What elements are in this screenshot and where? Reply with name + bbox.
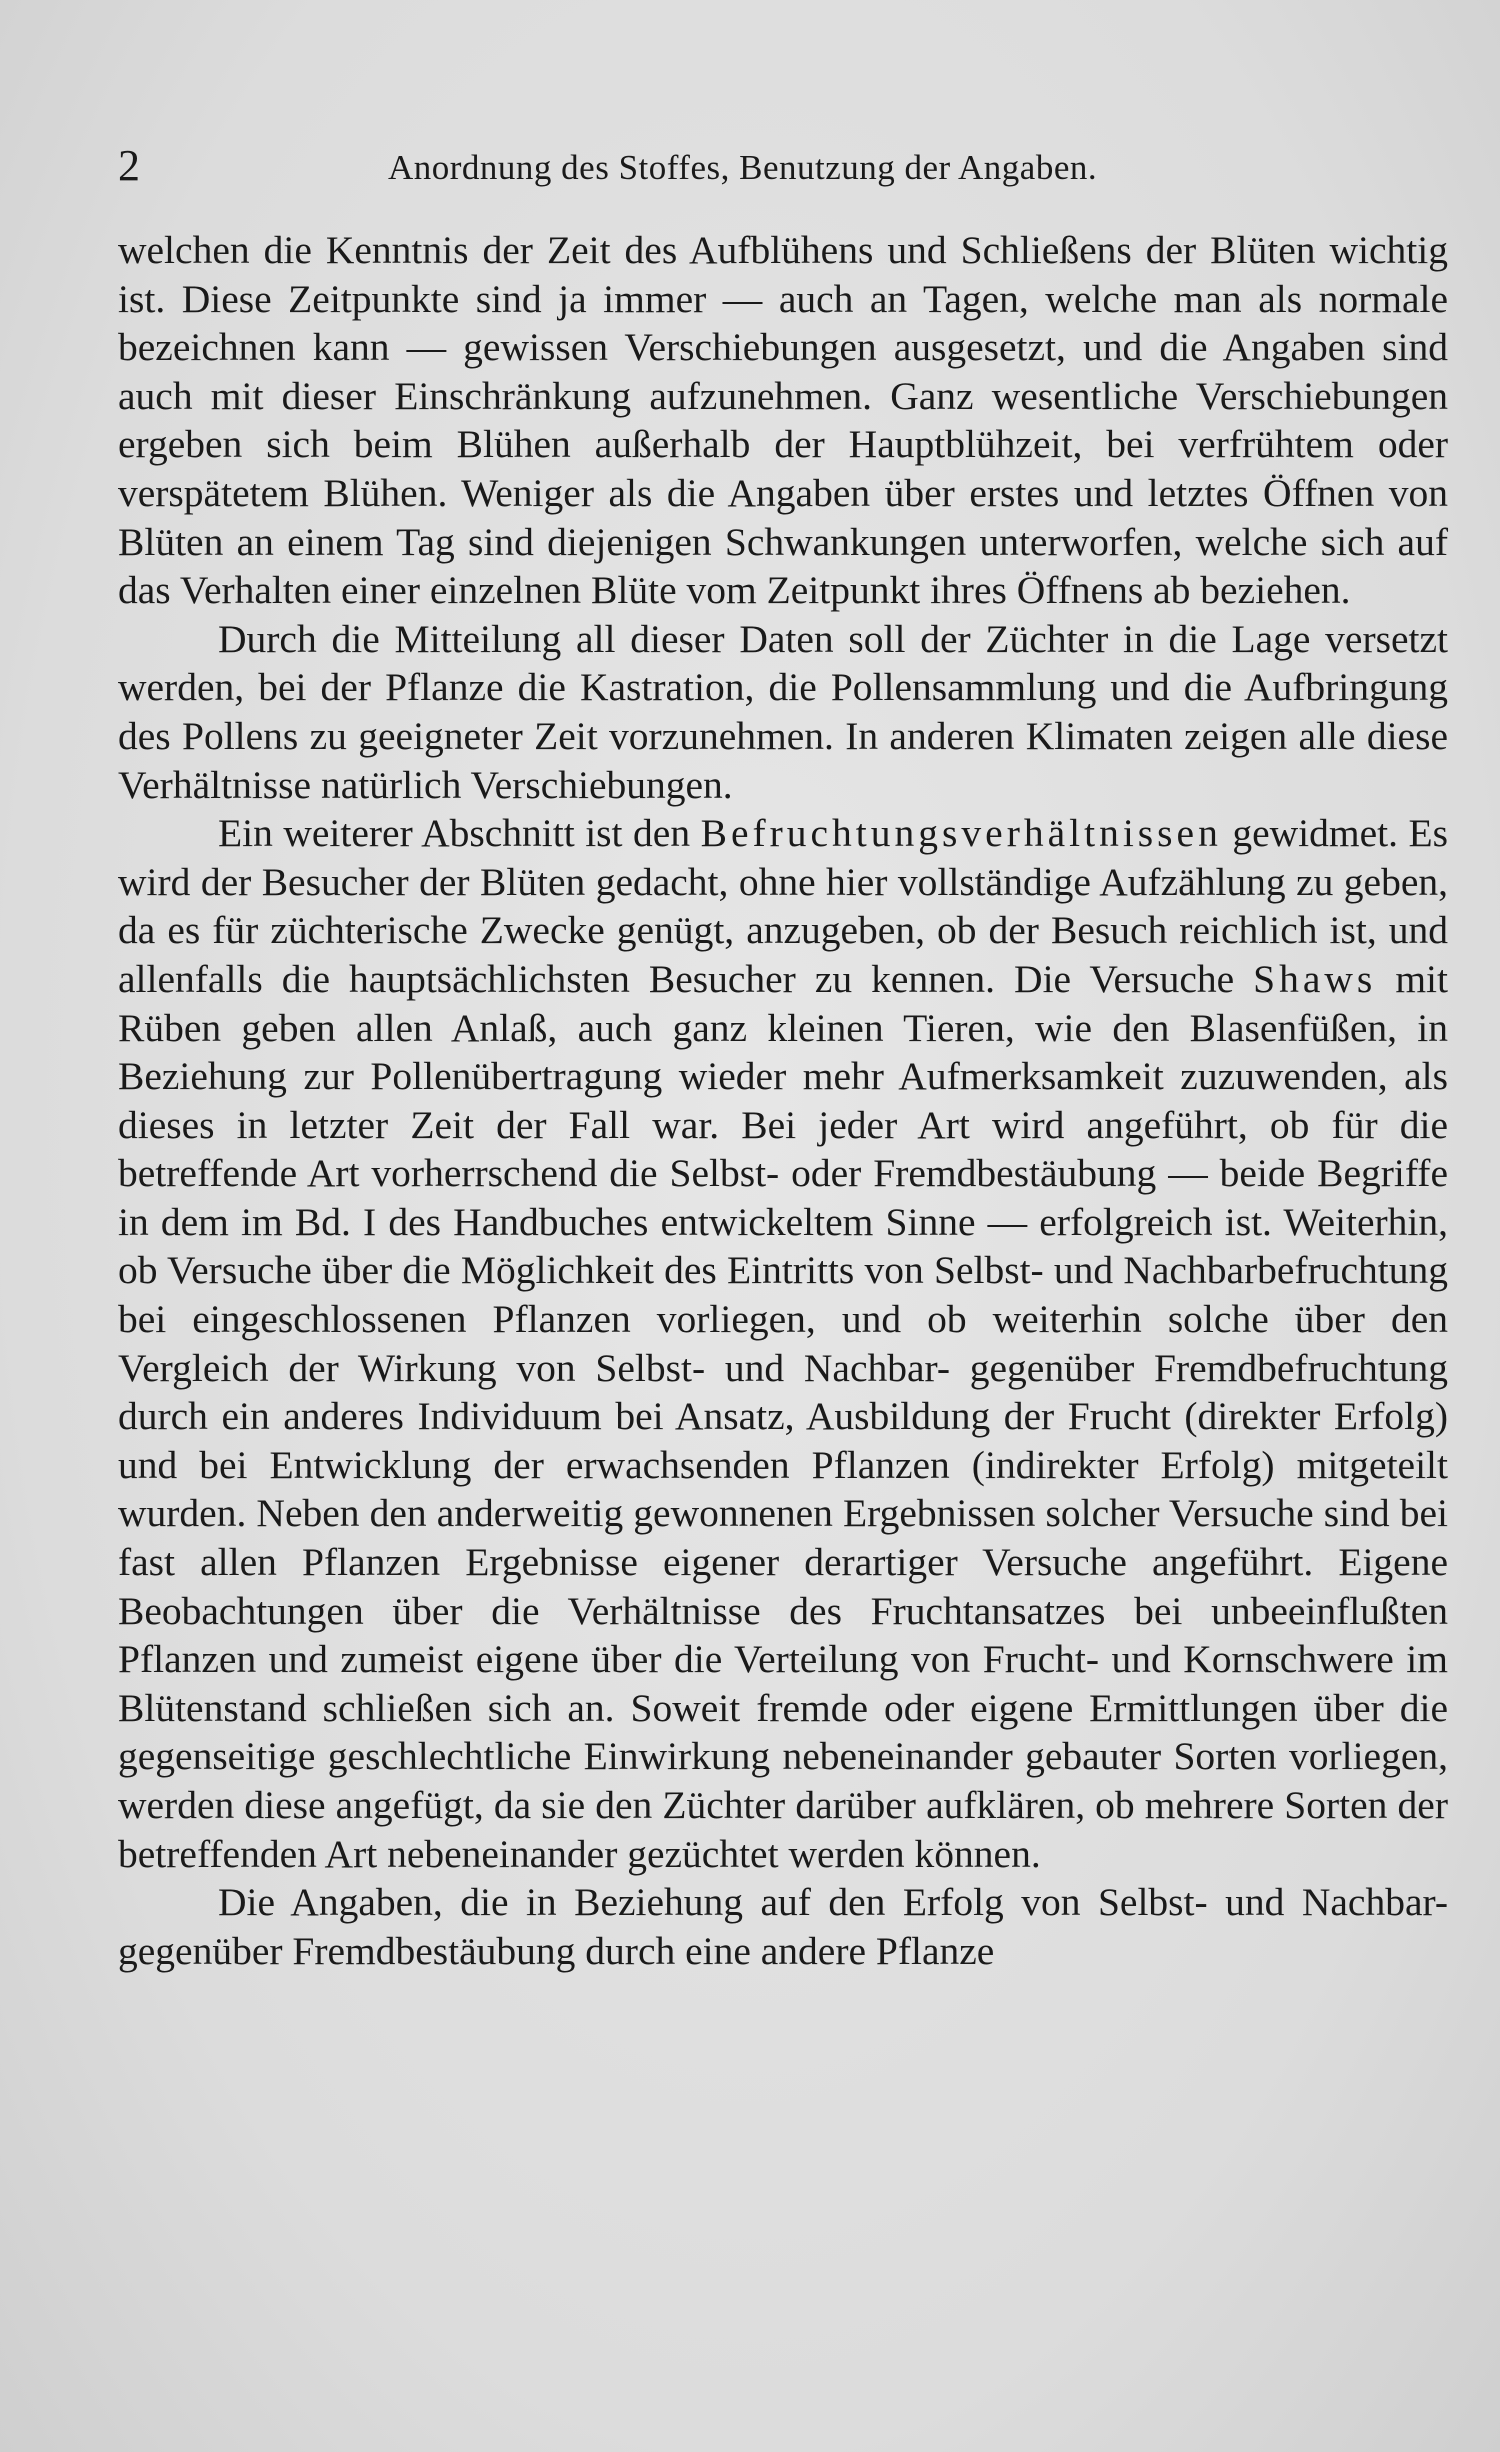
paragraph-selfing-results: Die Angaben, die in Beziehung auf den Erfolg von Selbst- und Nachbar- gegenüber Fremdbestäubung durch eine andere Pflanze <box>118 1880 1448 1973</box>
paragraph-fertilization-intro: Ein weiterer Abschnitt ist den <box>218 811 701 856</box>
paragraph-fertilization-middle: gewidmet. Es wird der Besucher der Blüten gedacht, ohne hier vollständige Aufzählung zu geben, da es für züchterische Zwecke genügt, anzugeben, ob der Besuch reichlich ist, und allenfalls die hauptsächlichsten Besucher zu kennen. Die Versuche <box>118 811 1448 1001</box>
emphasis-befruchtungsverhaeltnissen: Befruchtungsverhältnissen <box>700 811 1222 856</box>
running-header <box>118 136 1448 196</box>
paragraph-fertilization-rest: mit Rüben geben allen Anlaß, auch ganz kleinen Tieren, wie den Blasenfüßen, in Beziehung zur Pollenübertragung wieder mehr Aufmerksamkeit zuzuwenden, als dieses in letzter Zeit der Fall war. Bei jeder Art wird angeführt, ob für die betreffende Art vorherrschend die Selbst- oder Fremdbestäubung — beide Begriffe in dem im Bd. I des Handbuches entwickeltem Sinne — erfolgreich ist. Weiterhin, ob Versuche über die Möglichkeit des Eintritts von Selbst- und Nachbarbefruchtung bei eingeschlossenen Pflanzen vorliegen, und ob weiterhin solche über den Vergleich der Wirkung von Selbst- und Nachbar- gegenüber Fremdbefruchtung durch ein anderes Individuum bei Ansatz, Ausbildung der Frucht (direkter Erfolg) und bei Entwicklung der erwachsenden Pflanzen (indirekter Erfolg) mitgeteilt wurden. Neben den anderweitig gewonnenen Ergebnissen solcher Versuche sind bei fast allen Pflanzen Ergebnisse eigener derartiger Versuche angeführt. Eigene Beobachtungen über die Verhältnisse des Fruchtansatzes bei unbeeinflußten Pflanzen und zumeist eigene über die Verteilung von Frucht- und Kornschwere im Blütenstand schließen sich an. Soweit fremde oder eigene Ermittlungen über die gegenseitige geschlechtliche Einwirkung nebeneinander gebauter Sorten vorliegen, werden diese angefügt, da sie den Züchter darüber aufklären, ob mehrere Sorten der betreffenden Art nebeneinander gezüchtet werden können. <box>118 956 1448 1876</box>
paragraph-fertilization <box>118 809 1448 1878</box>
body-text <box>118 226 1448 1975</box>
emphasis-shaws: Shaws <box>1253 956 1377 1001</box>
running-title: Anordnung des Stoffes, Benutzung der Angaben. <box>388 148 1098 187</box>
paragraph-breeder-data: Durch die Mitteilung all dieser Daten soll der Züchter in die Lage versetzt werden, bei der Pflanze die Kastration, die Pollensammlung und die Aufbringung des Pollens zu geeigneter Zeit vorzunehmen. In anderen Klimaten zeigen alle diese Verhältnisse natürlich Verschiebungen. <box>118 616 1448 807</box>
page-number: 2 <box>118 141 140 190</box>
paragraph-continuation: welchen die Kenntnis der Zeit des Aufblühens und Schließens der Blüten wichtig ist. Diese Zeitpunkte sind ja immer — auch an Tagen, welche man als normale bezeichnen kann — gewissen Verschiebungen ausgesetzt, und die Angaben sind auch mit dieser Einschränkung aufzunehmen. Ganz wesentliche Verschiebungen ergeben sich beim Blühen außerhalb der Hauptblühzeit, bei verfrühtem oder verspätetem Blühen. Weniger als die Angaben über erstes und letztes Öffnen von Blüten an einem Tag sind diejenigen Schwankungen unterworfen, welche sich auf das Verhalten einer einzelnen Blüte vom Zeitpunkt ihres Öffnens ab beziehen. <box>118 228 1448 613</box>
